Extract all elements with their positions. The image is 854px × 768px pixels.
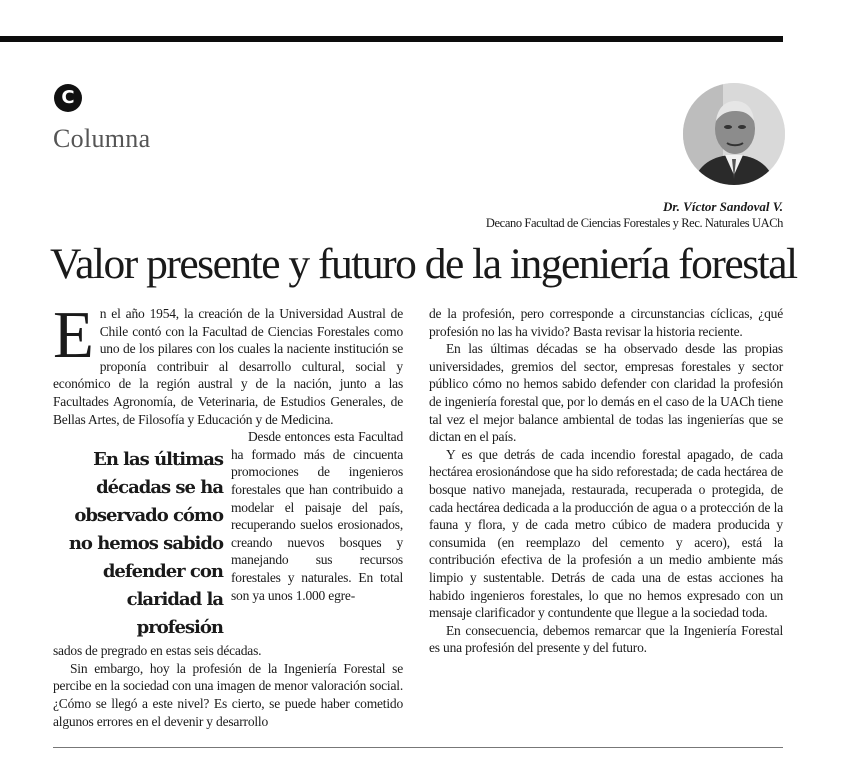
headline: Valor presente y futuro de la ingeniería forestal: [50, 240, 797, 288]
bottom-rule: [53, 747, 783, 748]
pull-quote: En las últimas décadas se ha observado cómo no hemos sabido defender con claridad la profesión: [68, 449, 223, 639]
article-column-left: [53, 298, 403, 730]
top-rule: [0, 36, 783, 42]
intro-text: n el año 1954, la creación de la Universidad Austral de Chile contó con la Facultad de Ciencias Forestales como uno de los pilares con los cuales la naciente institución se proponía contribuir al desarrollo cultural, social y económico de la región austral y de la nación, junto a las Facultades Agronomía, de Veterinaria, de Estudios Generales, de Bellas Artes, de Filosofía y Educación y de Medicina.: [53, 306, 403, 427]
article-column-right: [429, 305, 783, 657]
article-intro-paragraph: [53, 298, 403, 428]
author-portrait-icon: [683, 83, 785, 185]
article-paragraph-2: Desde entonces esta Facultad ha formado más de cincuenta promociones de ingenieros forestales que han contribuido a modelar el paisaje del país, recuperando suelos erosionados, creando nuevos bosques y manejando sus recursos forestales y naturales. En total son ya unos 1.000 egre-: [231, 429, 403, 603]
article-paragraph-6: En consecuencia, debemos remarcar que la Ingeniería Forestal es una profesión del presente y del futuro.: [429, 622, 783, 656]
article-paragraph-5: Y es que detrás de cada incendio forestal apagado, de cada hectárea erosionándose que ha sido reforestada; de cada hectárea de bosque nativo manejada, restaurada, recuperada o protegida, de cada hectárea dedicada a la producción de agua o a protección de la fauna y flora, y de cada metro cúbico de madera producida y consumida (en reemplazo del cemento y acero), está la contribución efectiva de la profesión a un medio ambiente más limpio y sustentable. Detrás de cada una de estas acciones ha habido ingenieros forestales, lo que no hemos expresado con un mensaje clarificador y contundente que llegue a la sociedad toda.: [429, 446, 783, 621]
author-name: Dr. Víctor Sandoval V.: [662, 199, 783, 214]
author-title: Decano Facultad de Ciencias Forestales y Rec. Naturales UACh: [485, 216, 783, 230]
article-paragraph-4: En las últimas décadas se ha observado desde las propias universidades, gremios del sector, empresas forestales y sector público cómo no hemos sabido defender con claridad la profesión de ingeniería forestal que, por lo demás en el caso de la UACh tiene tal vez el mejor balance ambiental de todas las ingenierías que se dictan en el país.: [429, 341, 783, 445]
drop-cap: E: [53, 298, 94, 372]
section-label: Columna: [53, 124, 151, 153]
pullquote-wrap: [53, 428, 403, 642]
article-paragraph-3: Sin embargo, hoy la profesión de la Ingeniería Forestal se percibe en la sociedad con una imagen de menor valoración social. ¿Cómo se llegó a este nivel? Es cierto, se puede haber cometido algunos errores en el devenir y desarrollo: [53, 660, 403, 729]
article-paragraph-2-tail: sados de pregrado en estas seis décadas.: [53, 643, 262, 659]
article-paragraph-3-cont: de la profesión, pero corresponde a circunstancias cíclicas, ¿qué profesión no las ha vivido? Basta revisar la historia reciente.: [429, 306, 783, 339]
section-badge: C: [54, 84, 82, 112]
